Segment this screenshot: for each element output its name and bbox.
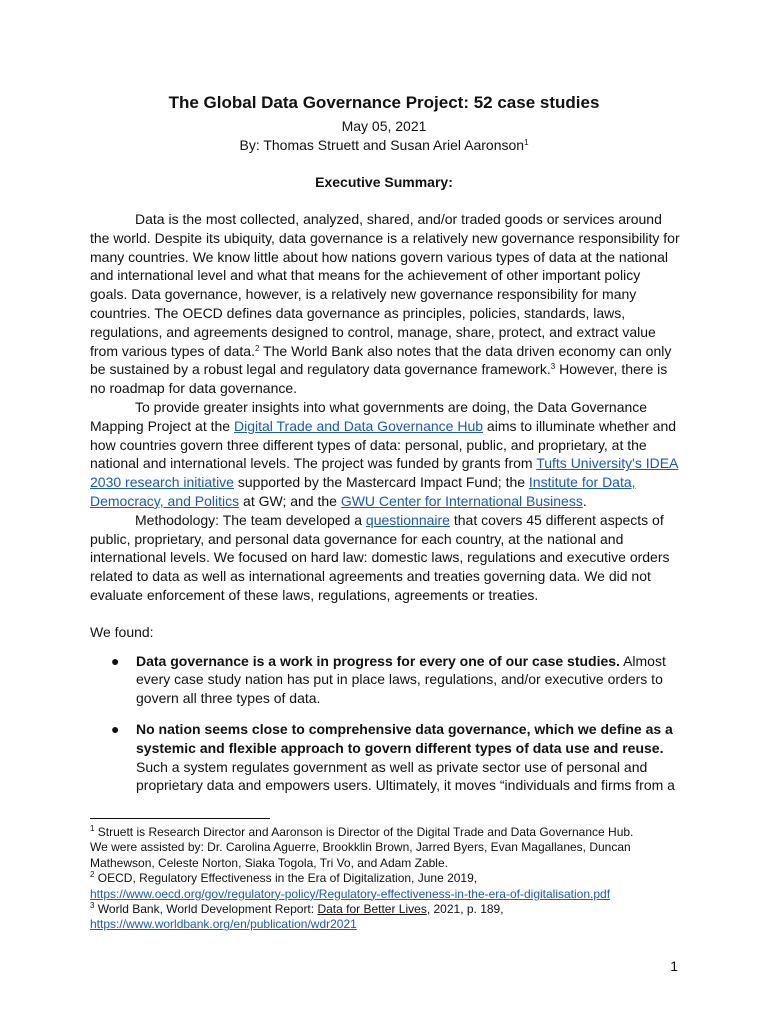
- footnote-1-continued: We were assisted by: Dr. Carolina Aguerre, Brookklin Brown, Jarred Byers, Evan Magallanes, Duncan Mathewson, Celeste Norton, Siaka Togola, Tri Vo, and Adam Zable.: [90, 840, 631, 870]
- bullet-icon: ●: [111, 720, 120, 737]
- footnote-number: 2: [90, 870, 95, 880]
- footnote-text: Struett is Research Director and Aaronson is Director of the Digital Trade and Data Governance Hub.: [94, 825, 634, 839]
- footnote-ref-3[interactable]: 3: [550, 362, 556, 372]
- paragraph-project-text-b: aims to illuminate whether and how countries govern three different types of data: personal, public, and proprietary, at the national and international levels. The project was funded by grants from: [90, 417, 677, 472]
- paragraph-methodology-text-a: Methodology: The team developed a: [135, 511, 366, 528]
- link-gwu-cib[interactable]: GWU Center for International Business: [340, 492, 583, 509]
- document-date: May 05, 2021: [341, 118, 427, 134]
- finding-text: Almost every case study nation has put in place laws, regulations, and/or executive orders to govern all three types of data.: [136, 652, 666, 707]
- link-tufts-idea[interactable]: Tufts University's IDEA 2030 research initiative: [90, 455, 679, 491]
- document-body: [90, 210, 680, 807]
- footnotes: [90, 825, 690, 933]
- footnote-number: 1: [90, 824, 95, 833]
- finding-bold: Data governance is a work in progress for every one of our case studies.: [136, 652, 620, 669]
- document-title: The Global Data Governance Project: 52 case studies: [168, 93, 600, 112]
- authors-text: By: Thomas Struett and Susan Ariel Aaronson: [239, 137, 525, 153]
- paragraph-project-text-e: .: [582, 492, 587, 509]
- paragraph-project-text-a: To provide greater insights into what governments are doing, the Data Governance Mapping Project at the: [90, 398, 648, 434]
- link-oecd-report[interactable]: https://www.oecd.org/gov/regulatory-policy/Regulatory-effectiveness-in-the-era-of-digitalisation.pdf: [90, 886, 611, 901]
- footnote-text: World Bank, World Development Report:: [94, 902, 318, 917]
- link-questionnaire[interactable]: questionnaire: [365, 511, 450, 528]
- bullet-icon: ●: [111, 652, 120, 669]
- paragraph-intro-text-b: The World Bank also notes that the data driven economy can only be sustained by a robust legal and regulatory data governance framework.: [90, 342, 672, 378]
- link-dtdg-hub[interactable]: Digital Trade and Data Governance Hub: [233, 417, 484, 434]
- footnote-number: 3: [90, 901, 95, 911]
- paragraph-intro-text-c: However, there is no roadmap for data governance.: [90, 361, 668, 397]
- paragraph-intro: [90, 210, 680, 398]
- footnote-3-link-line: [90, 917, 690, 932]
- page-number: 1: [670, 958, 678, 974]
- footnote-text: OECD, Regulatory Effectiveness in the Era of Digitalization, June 2019,: [94, 871, 478, 886]
- finding-bold: No nation seems close to comprehensive data governance, which we define as a systemic and flexible approach to govern different types of data use and reuse.: [136, 720, 673, 756]
- footnote-ref-1[interactable]: 1: [524, 138, 529, 147]
- paragraph-project-text-c: supported by the Mastercard Impact Fund; the: [233, 474, 529, 491]
- link-idp[interactable]: Institute for Data, Democracy, and Politics: [90, 474, 636, 509]
- footnote-2-link-line: [90, 887, 690, 902]
- list-item: [111, 720, 680, 795]
- paragraph-project: [90, 398, 680, 511]
- paragraph-intro-text: Data is the most collected, analyzed, shared, and/or traded goods or services around the world. Despite its ubiquity, data governance is a relatively new governance responsibility for many countries. We know little about how nations govern various types of data at the national and international level and what that means for the achievement of other important policy goals. Data governance, however, is a relatively new governance responsibility for many countries. The OECD defines data governance as principles, policies, standards, laws, regulations, and agreements designed to control, manage, share, protect, and extract value from various types of data.: [90, 211, 680, 359]
- paragraph-project-text-d: at GW; and the: [239, 492, 341, 509]
- list-item: [111, 652, 680, 708]
- executive-summary-heading: Executive Summary:: [315, 174, 453, 190]
- footnote-ref-2[interactable]: 2: [254, 343, 260, 353]
- footnote-1: [90, 825, 690, 840]
- we-found-label: We found:: [90, 623, 154, 640]
- findings-list: [90, 652, 680, 796]
- paragraph-methodology: [90, 511, 680, 605]
- footnote-3: [90, 902, 690, 917]
- document-authors: [0, 137, 768, 153]
- paragraph-methodology-text-b: that covers 45 different aspects of public, proprietary, and personal data governance for each country, at the national and international levels. We focused on hard law: domestic laws, regulations and executive orders related to data as well as international agreements and treaties governing data. We did not evaluate enforcement of these laws, regulations, agreements or treaties.: [90, 511, 670, 603]
- link-worldbank-wdr[interactable]: https://www.worldbank.org/en/publication/wdr2021: [90, 917, 357, 932]
- footnote-separator: [90, 818, 270, 819]
- footnote-text-b: , 2021, p. 189,: [426, 902, 504, 917]
- report-title: Data for Better Lives: [317, 902, 427, 917]
- footnote-2: [90, 871, 690, 886]
- finding-text: Such a system regulates government as well as private sector use of personal and proprietary data and empowers users. Ultimately, it moves “individuals and firms from a: [136, 758, 675, 794]
